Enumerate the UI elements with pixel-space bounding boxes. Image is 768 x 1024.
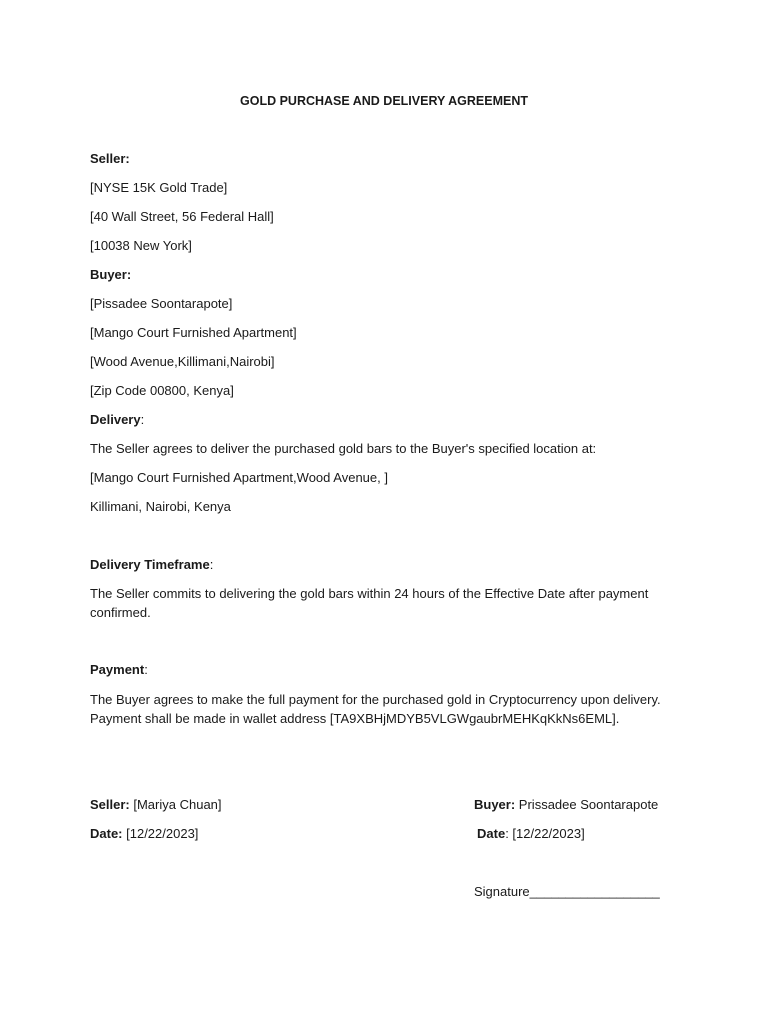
buyer-address-1: [Mango Court Furnished Apartment] [90,325,297,340]
delivery-heading [90,412,144,428]
payment-text-1: The Buyer agrees to make the full payment for the purchased gold in Cryptocurrency upon delivery. [90,692,661,707]
payment-heading [90,662,148,678]
seller-label: Seller: [90,797,130,812]
seller-name: [NYSE 15K Gold Trade] [90,180,228,195]
buyer-date-value: : [12/22/2023] [505,826,585,841]
delivery-heading-colon: : [140,412,145,427]
document-title: GOLD PURCHASE AND DELIVERY AGREEMENT [240,94,528,108]
timeframe-heading [90,557,213,573]
seller-city: [10038 New York] [90,238,192,253]
buyer-value: Prissadee Soontarapote [515,797,659,812]
delivery-heading-text: Delivery [90,412,141,427]
delivery-location-1: [Mango Court Furnished Apartment,Wood Avenue, ] [90,470,388,485]
seller-address: [40 Wall Street, 56 Federal Hall] [90,209,274,224]
seller-heading: Seller: [90,151,130,166]
payment-heading-text: Payment [90,662,145,677]
seller-value: [Mariya Chuan] [129,797,222,812]
signature-line: Signature__________________ [474,884,660,899]
timeframe-text-1: The Seller commits to delivering the gold bars within 24 hours of the Effective Date after payment [90,586,649,601]
buyer-label: Buyer: [474,797,516,812]
seller-signature-name [90,797,222,813]
payment-text-2: Payment shall be made in wallet address [TA9XBHjMDYB5VLGWgaubrMEHKqKkNs6EML]. [90,711,620,726]
seller-date-value: [12/22/2023] [122,826,199,841]
seller-date-label: Date: [90,826,123,841]
buyer-address-2: [Wood Avenue,Killimani,Nairobi] [90,354,275,369]
buyer-zip: [Zip Code 00800, Kenya] [90,383,234,398]
delivery-text: The Seller agrees to deliver the purchased gold bars to the Buyer's specified location at: [90,441,597,456]
buyer-heading: Buyer: [90,267,132,282]
seller-date [90,826,198,842]
timeframe-heading-text: Delivery Timeframe [90,557,210,572]
buyer-date [477,826,585,842]
delivery-location-2: Killimani, Nairobi, Kenya [90,499,231,514]
buyer-signature-name [474,797,658,813]
payment-heading-colon: : [144,662,148,677]
timeframe-heading-colon: : [209,557,214,572]
timeframe-text-2: confirmed. [90,605,151,620]
buyer-name: [Pissadee Soontarapote] [90,296,233,311]
buyer-date-label: Date [477,826,506,841]
